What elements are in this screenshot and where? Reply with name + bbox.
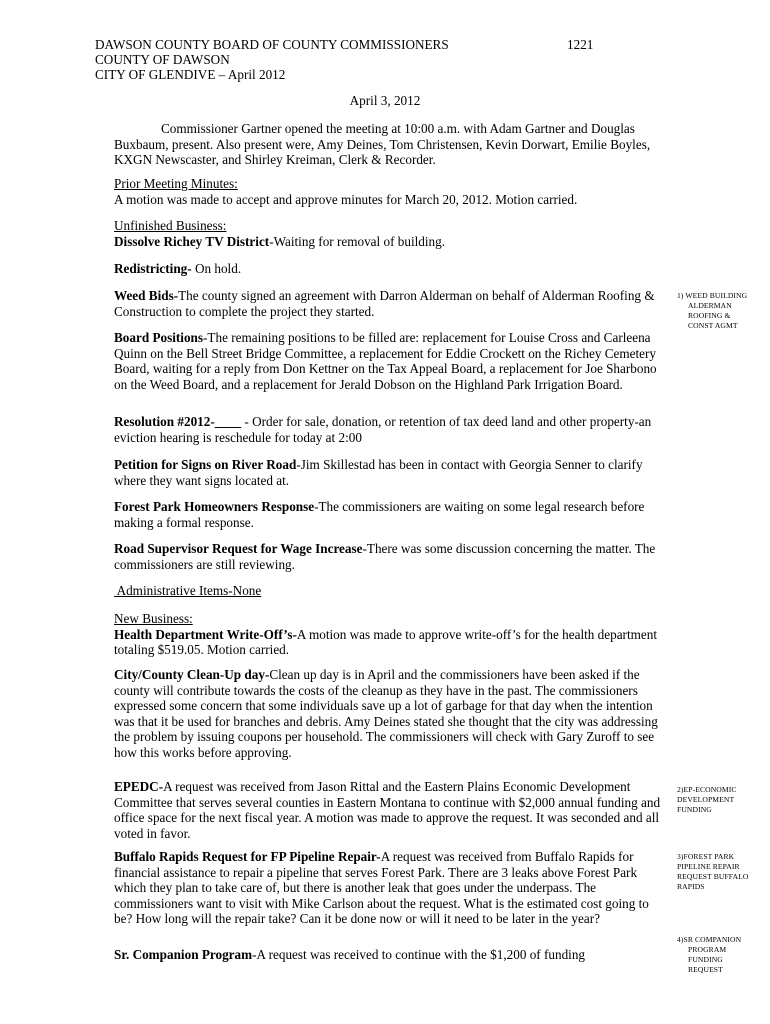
item-resolution (114, 414, 662, 445)
item-epedc (114, 779, 662, 841)
prior-minutes-section (114, 176, 662, 207)
new-business-heading: New Business: (114, 611, 193, 626)
item-dissolve-richey (114, 234, 662, 250)
item-text: -The commissioners are waiting on some legal research before making a formal response. (114, 499, 645, 530)
margin-note-1: 1) WEED BUILDING ALDERMAN ROOFING & CONST AGMT (677, 291, 748, 330)
prior-minutes-heading: Prior Meeting Minutes: (114, 176, 238, 191)
item-petition-signs (114, 457, 662, 488)
header-line-3: CITY OF GLENDIVE – April 2012 (95, 67, 286, 82)
new-business-section (114, 611, 662, 658)
item-text: A request was received from Jason Rittal and the Eastern Plains Economic Development Committee that serves several counties in Eastern Montana to continue with $2,000 annual funding and office space for the next fiscal year. A motion was made to approve the request. It was seconded and all voted in favor. (114, 779, 661, 841)
item-title: EPEDC- (114, 779, 164, 794)
item-title: Health Department Write-Off’s- (114, 626, 297, 642)
prior-minutes-text: A motion was made to accept and approve minutes for March 20, 2012. Motion carried. (114, 191, 578, 207)
header-line-2: COUNTY OF DAWSON (95, 52, 230, 67)
item-text: On hold. (191, 261, 242, 276)
item-sr-companion (114, 947, 662, 963)
item-text: -A request was received to continue with the $1,200 of funding (252, 947, 586, 962)
item-text: A request was received from Buffalo Rapids for financial assistance to repair a pipeline that serves Forest Park. There are 3 leaks above Forest Park which they plan to take care of, but there is another leak that goes under the underpass. The commissioners want to visit with Mike Carlson about the request. What is the estimated cost going to be? How long will the repair take? Can it be done now or will it need to be later in the year? (114, 849, 649, 927)
item-title: Board Positions (114, 330, 204, 345)
item-board-positions (114, 330, 662, 392)
margin-note-2: 2)EP-ECONOMIC DEVELOPMENT FUNDING (677, 785, 737, 814)
item-weed-bids (114, 288, 662, 319)
item-buffalo-rapids (114, 849, 662, 927)
item-title: Dissolve Richey TV District (114, 233, 270, 249)
item-health-dept (114, 627, 662, 658)
item-text: -Waiting for removal of building. (269, 233, 446, 249)
margin-note-3: 3)FOREST PARK PIPELINE REPAIR REQUEST BUFFALO RAPIDS (677, 852, 749, 891)
meeting-date: April 3, 2012 (349, 93, 421, 108)
item-text: -Jim Skillestad has been in contact with Georgia Senner to clarify where they want signs located at. (114, 457, 643, 488)
opening-paragraph (114, 121, 662, 168)
item-title: Petition for Signs on River Road (114, 457, 297, 472)
item-text: Clean up day is in April and the commissioners have been asked if the county will contribute towards the costs of the cleanup as they have in the past. The commissioners expressed some concern that some individuals save up a lot of garbage for that day when the intention was that it be used for branches and debris. Amy Deines stated she thought that the city was addressing the problem by issuing coupons per household. The commissioners will check with Gary Zuroff to see how this works before approving. (114, 667, 658, 760)
item-forest-park (114, 499, 662, 530)
item-title: Road Supervisor Request for Wage Increase (114, 541, 363, 556)
item-text: A motion was made to approve write-off’s for the health department totaling $519.05. Motion carried. (114, 626, 657, 658)
page-number: 1221 (567, 37, 594, 52)
item-cleanup-day (114, 667, 662, 761)
margin-note-4: 4)SR COMPANION PROGRAM FUNDING REQUEST (677, 935, 742, 974)
item-title: Resolution #2012-____ (114, 414, 242, 429)
item-text: The county signed an agreement with Darron Alderman on behalf of Alderman Roofing & Construction to complete the project they started. (114, 288, 655, 319)
item-title: City/County Clean-Up day- (114, 667, 270, 682)
item-title: Weed Bids- (114, 288, 179, 303)
item-text: - Order for sale, donation, or retention of tax deed land and other property-an eviction hearing is reschedule for today at 2:00 (114, 414, 652, 445)
administrative-section (114, 583, 662, 599)
administrative-heading: Administrative Items-None (114, 583, 262, 598)
unfinished-business-section (114, 218, 662, 249)
unfinished-heading: Unfinished Business: (114, 218, 227, 233)
item-road-supervisor (114, 541, 662, 572)
item-title: Buffalo Rapids Request for FP Pipeline Repair- (114, 849, 381, 864)
item-text: -There was some discussion concerning the matter. The commissioners are still reviewing. (114, 541, 656, 572)
header-line-1: DAWSON COUNTY BOARD OF COUNTY COMMISSIONERS (95, 37, 449, 52)
item-text: -The remaining positions to be filled are: replacement for Louise Cross and Carleena Quinn on the Bell Street Bridge Committee, a replacement for Eddie Crockett on the Richey Cemetery Board, waiting for a reply from Don Kettner on the Tax Appeal Board, a replacement for Joe Sharbono on the Weed Board, and a replacement for Jerald Dobson on the Highland Park Irrigation Board. (114, 330, 657, 392)
opening-text: Commissioner Gartner opened the meeting at 10:00 a.m. with Adam Gartner and Douglas Buxbaum, present. Also present were, Amy Deines, Tom Christensen, Kevin Dorwart, Emilie Boyles, KXGN Newscaster, and Shirley Kreiman, Clerk & Recorder. (114, 121, 651, 168)
item-title: Forest Park Homeowners Response (114, 499, 315, 514)
item-title: Sr. Companion Program (114, 947, 253, 962)
item-redistricting (114, 261, 662, 277)
item-title: Redistricting- (114, 261, 192, 276)
